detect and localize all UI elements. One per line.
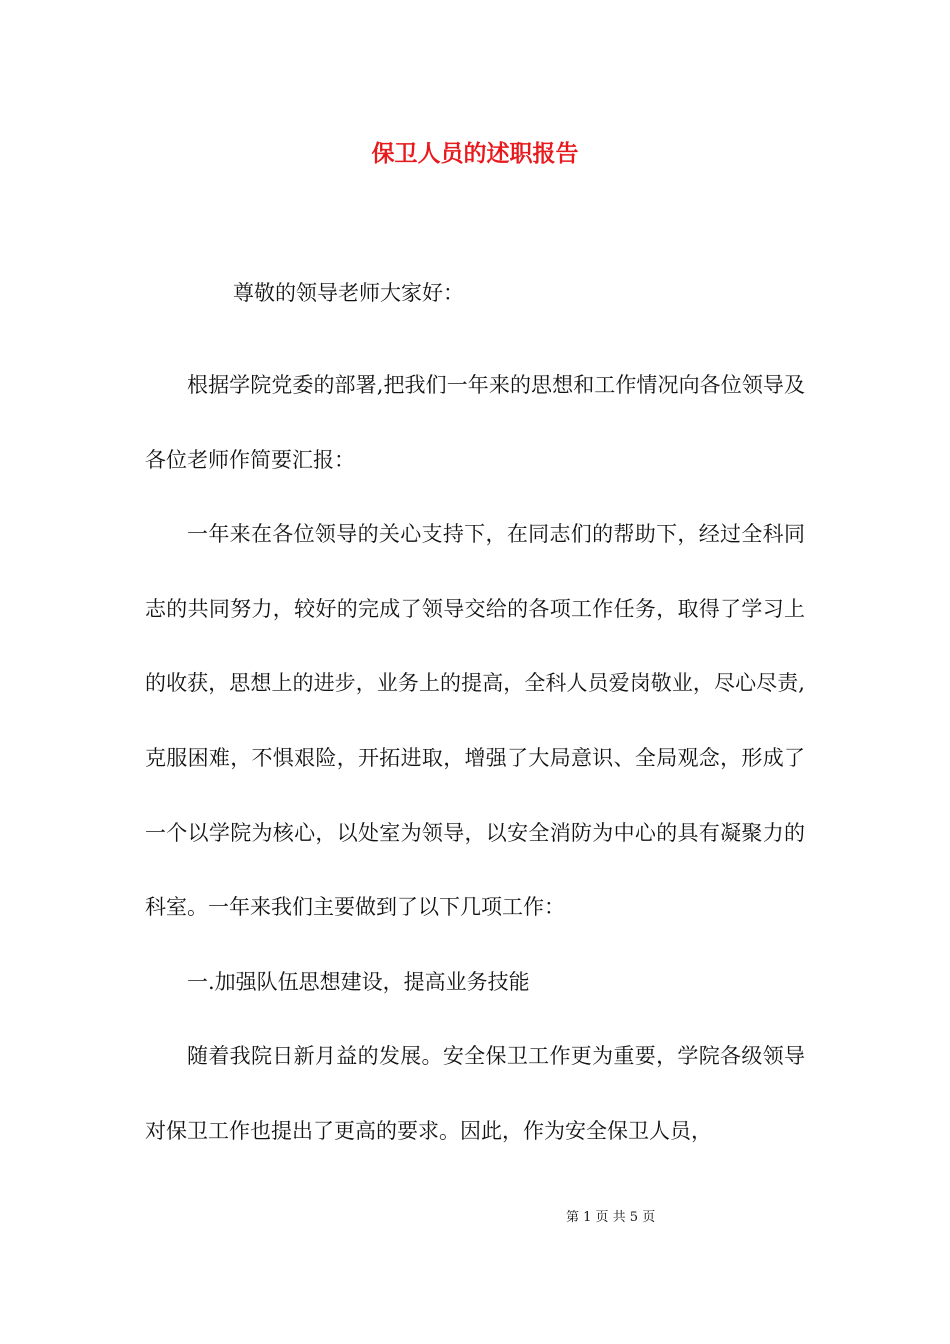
paragraph: 根据学院党委的部署,把我们一年来的思想和工作情况向各位领导及各位老师作简要汇报： xyxy=(145,373,805,472)
section-heading: 一.加强队伍思想建设，提高业务技能 xyxy=(187,969,530,994)
page-number-footer: 第 1 页 共 5 页 xyxy=(566,1210,656,1225)
document-title: 保卫人员的述职报告 xyxy=(371,140,579,167)
document-body xyxy=(145,348,805,1169)
paragraph: 一年来在各位领导的关心支持下，在同志们的帮助下，经过全科同志的共同努力，较好的完成了领导交给的各项工作任务，取得了学习上的收获，思想上的进步，业务上的提高，全科人员爱岗敬业，尽心尽责,克服困难，不惧艰险，开拓进取，增强了大局意识、全局观念，形成了一个以学院为核心，以处室为领导，以安全消防为中心的具有凝聚力的科室。一年来我们主要做到了以下几项工作： xyxy=(145,522,805,920)
paragraph: 随着我院日新月益的发展。安全保卫工作更为重要，学院各级领导对保卫工作也提出了更高的要求。因此，作为安全保卫人员， xyxy=(145,1044,805,1143)
greeting-line: 尊敬的领导老师大家好： xyxy=(233,281,464,305)
